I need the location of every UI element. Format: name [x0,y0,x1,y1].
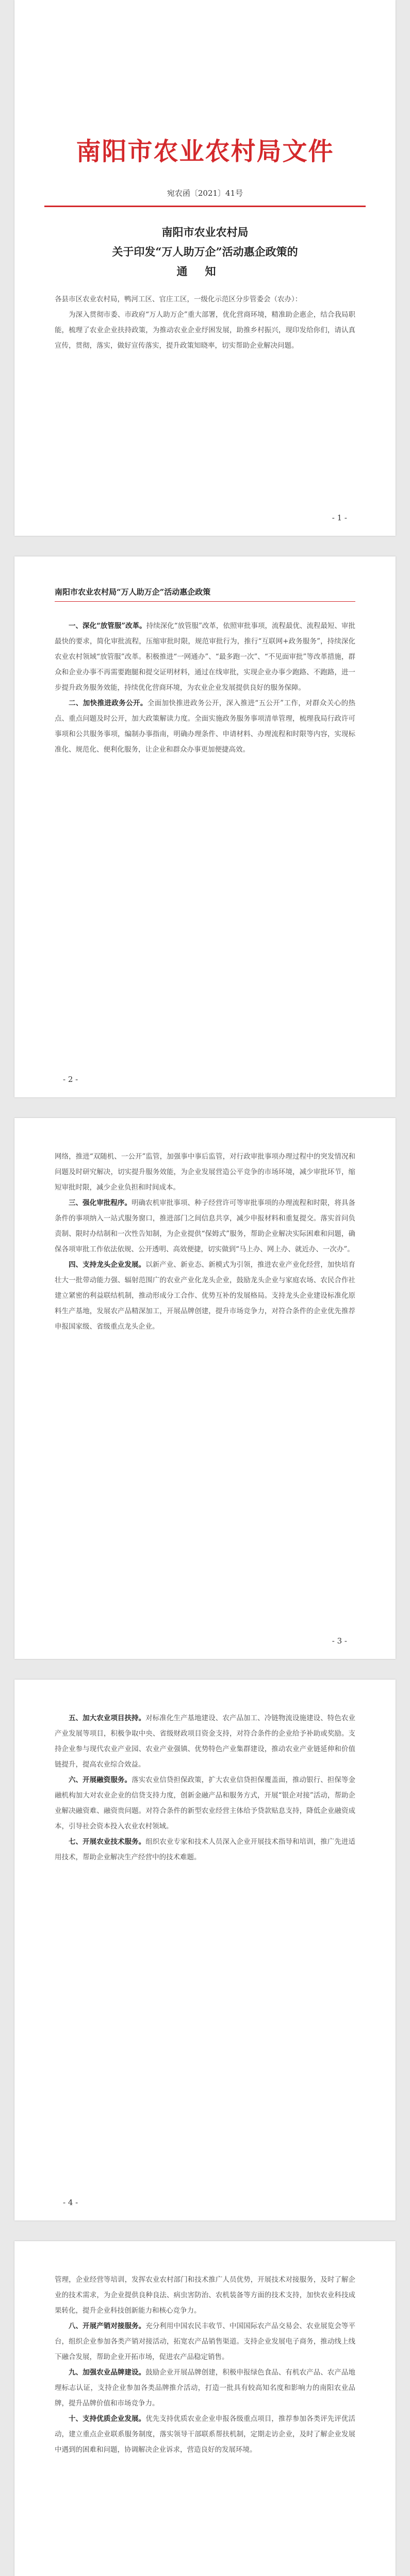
issuer-line: 南阳市农业农村局 [161,226,249,239]
policy-2-title: 二、加快推进政务公开。 [69,699,147,707]
red-divider [44,206,366,207]
policy-10-title: 十、支持优质企业发展。 [69,2415,146,2423]
policy-10-body: 优先支持优质农业企业申报各级重点项目，推荐参加各类评先评优活动，建立重点企业联系服务制度，落实领导干部联系帮扶机制，定期走访企业，及时了解企业发展中遇到的困难和问题，协调解决企业诉求，营造良好的发展环境。 [55,2415,355,2454]
addressee: 各县市区农业农村局，鸭河工区、官庄工区，一级化示范区分步管委会（农办）： [55,295,302,303]
policy-1-title: 一、深化“放管服”改革。 [69,622,146,630]
policy-4 [55,1257,355,1334]
page-4 [14,1680,396,2221]
running-head: 南阳市农业农村局“万人助万企”活动惠企政策 [55,586,355,602]
page-2 [14,556,396,1097]
policy-2 [55,696,355,757]
policy-9-body: 鼓励企业开展品牌创建，积极申报绿色食品、有机农产品、农产品地理标志认证，支持企业参加各类品牌推介活动，打造一批具有较高知名度和影响力的南阳农业品牌，提升品牌价值和市场竞争力。 [55,2368,355,2408]
policy-6-title: 六、开展融资服务。 [69,1776,132,1784]
policy-3-body: 明确农机审批事项、种子经营许可等审批事项的办理流程和时限，将具备条件的事项纳入一站式服务窗口，推进部门之间信息共享，减少申报材料和重复提交。落实首问负责制、限时办结制和一次性告知制，为企业提供“保姆式”服务，帮助企业解决实际困难和问题，确保各项审批工作依法依规、公开透明、高效便捷，切实做到“马上办、网上办、就近办、一次办”。 [55,1199,355,1253]
policy-7-continued: 管理，企业经营等培训，发挥农业农村部门和技术推广人员优势，开展技术对接服务，及时了解企业的技术需求，为企业提供良种良法、病虫害防治、农机装备等方面的技术支持，加快农业科技成果转化，提升企业科技创新能力和核心竞争力。 [55,2276,355,2315]
policy-1-body: 持续深化“放管服”改革，依照审批事项，流程最优、流程最短、审批最快的要求，简化审批流程，压缩审批时限，规范审批行为，推行“互联网+政务服务”，持续深化农业农村领域“放管服”改革。积极推进“一网通办”、“最多跑一次”、“不见面审批”等改革措施，群众和企业办事不再需要跑腿和提交证明材料，通过在线审批，实现企业办事少跑路、不跑路，进一步提升政务服务效能，持续优化营商环境，为农业企业发展提供良好的服务保障。 [55,622,355,692]
policy-3-title: 三、强化审批程序。 [69,1199,132,1207]
policy-7-title: 七、开展农业技术服务。 [69,1838,146,1846]
policy-8 [55,2318,355,2365]
title-line: 关于印发“万人助万企”活动惠企政策的 [112,245,298,258]
policy-7 [55,1834,355,1865]
policy-6-body: 落实农业信贷担保政策，扩大农业信贷担保覆盖面，推动银行、担保等金融机构加大对农业企业的信贷支持力度，创新金融产品和服务方式，开展“银企对接”活动，帮助企业解决融资难、融资贵问题。对符合条件的新型农业经营主体给予贷款贴息支持，降低企业融资成本，引导社会资本投入农业农村领域。 [55,1776,355,1831]
policy-10 [55,2411,355,2458]
document-number: 宛农函〔2021〕41号 [167,189,243,198]
policy-4-title: 四、支持龙头企业发展。 [69,1261,146,1269]
intro-paragraph: 为深入贯彻市委、市政府“万人助万企”重大部署，优化营商环境，精准助企惠企，结合我局职能，梳理了农业企业扶持政策，为推动农业企业纾困发展，助推乡村振兴，现印发给你们，请认真宣传，贯彻，落实，做好宣传落实，提升政策知晓率，切实帮助企业解决问题。 [55,311,355,350]
page-5 [14,2241,396,2576]
policy-5 [55,1710,355,1772]
policy-6 [55,1772,355,1834]
notice-title [55,223,355,281]
policy-5-title: 五、加大农业项目扶持。 [69,1714,146,1722]
policy-9 [55,2365,355,2411]
policy-4-body: 以新产业、新业态、新模式为引领，推进农业产业化经营，加快培育壮大一批带动能力强、辐射范围广的农业产业化龙头企业，鼓励龙头企业与家庭农场、农民合作社建立紧密的利益联结机制，推动形成分工合作、优势互补的发展格局。支持龙头企业建设标准化原料生产基地，发展农产品精深加工，开展品牌创建，提升市场竞争力，对符合条件的企业优先推荐申报国家级、省级重点龙头企业。 [55,1261,355,1331]
page-number-3: - 3 - [332,1636,347,1646]
policy-2-body: 全面加快推进政务公开，深入推进“五公开”工作，对群众关心的热点、重点问题及时公开，加大政策解读力度。全面实施政务服务事项清单管理，梳理我局行政许可事项和公共服务事项，编制办事指南，明确办理条件、申请材料、办理流程和时限等内容，实现标准化、规范化、便利化服务，让企业和群众办事更加便捷高效。 [55,699,356,754]
policy-1 [55,618,355,696]
page-3 [14,1118,396,1659]
red-header-title: 南阳市农业农村局文件 [76,137,334,166]
policy-8-body: 充分利用中国农民丰收节、中国国际农产品交易会、农业展览会等平台，组织企业参加各类产销对接活动，拓宽农产品销售渠道。支持企业发展电子商务，推动线上线下融合发展，帮助企业开拓市场，促进农产品稳定销售。 [55,2322,355,2361]
policy-2-continued: 网络，推进“双随机、一公开”监管，加强事中事后监管，对行政审批事项办理过程中的突发情况和问题及时研究解决，切实提升服务效能，为企业发展营造公平竞争的市场环境，减少审批环节，缩短审批时限，减少企业负担和时间成本。 [55,1153,355,1192]
page-number-4: - 4 - [63,2198,78,2207]
policy-7-body: 组织农业专家和技术人员深入企业开展技术指导和培训，推广先进适用技术，帮助企业解决生产经营中的技术难题。 [55,1838,355,1861]
policy-8-title: 八、开展产销对接服务。 [69,2322,146,2330]
page-1 [14,0,396,536]
policy-3 [55,1195,355,1257]
page-number-2: - 2 - [63,1075,78,1084]
page-number-1: - 1 - [332,513,347,522]
notice-word: 通知 [176,265,234,278]
policy-5-body: 对标准化生产基地建设、农产品加工、冷链物流设施建设、特色农业产业发展等项目，积极争取中央、省级财政项目资金支持，对符合条件的企业给予补助或奖励。支持企业参与现代农业产业园、农业产业强镇、优势特色产业集群建设，推动农业产业链延伸和价值链提升，提高农业综合效益。 [55,1714,355,1769]
policy-9-title: 九、加强农业品牌建设。 [69,2368,146,2377]
